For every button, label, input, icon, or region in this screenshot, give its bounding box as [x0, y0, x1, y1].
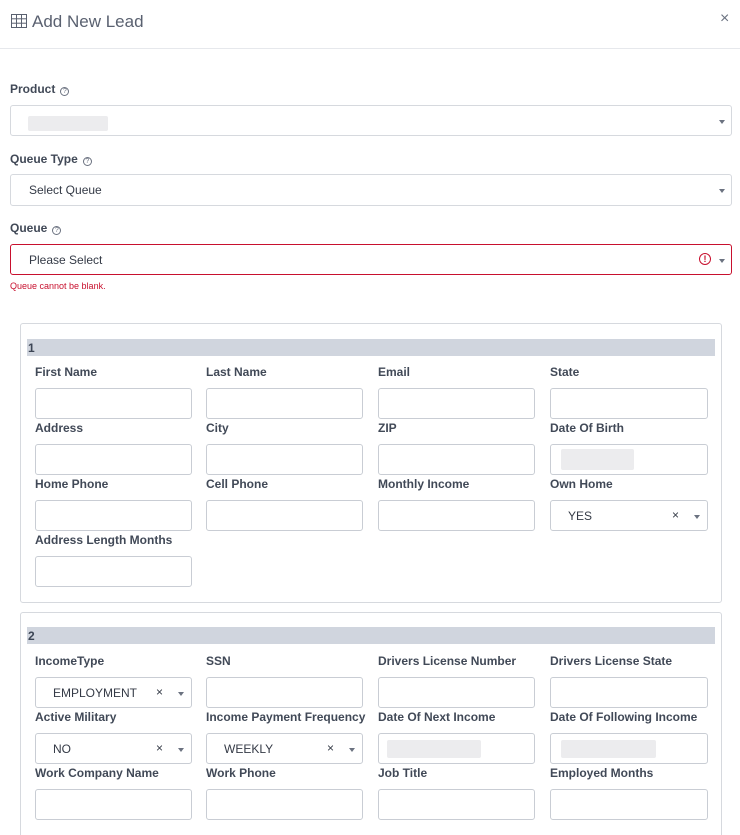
following-income-input[interactable] [550, 733, 708, 764]
queue-label [10, 221, 61, 235]
zip-label: ZIP [378, 421, 397, 435]
redacted-product-value [28, 116, 108, 131]
income-type-value: EMPLOYMENT [53, 686, 138, 700]
home-phone-input[interactable] [35, 500, 192, 531]
queue-type-label-text: Queue Type [10, 152, 78, 166]
first-name-label: First Name [35, 365, 98, 379]
address-length-input[interactable] [35, 556, 192, 587]
monthly-income-label: Monthly Income [378, 477, 470, 491]
redacted-next-income-value [387, 740, 481, 758]
income-type-select[interactable] [35, 677, 192, 708]
chevron-down-icon [719, 120, 725, 124]
ssn-input[interactable] [206, 677, 363, 708]
section-header [27, 627, 715, 644]
own-home-select[interactable] [550, 500, 708, 531]
own-home-value: YES [568, 509, 593, 523]
home-phone-label: Home Phone [35, 477, 109, 491]
email-input[interactable] [378, 388, 535, 419]
dl-state-label: Drivers License State [550, 654, 673, 668]
state-input[interactable] [550, 388, 708, 419]
dob-label: Date Of Birth [550, 421, 625, 435]
chevron-down-icon [719, 189, 725, 193]
city-label: City [206, 421, 229, 435]
queue-value: Please Select [29, 253, 103, 267]
chevron-down-icon [694, 515, 700, 519]
address-length-label: Address Length Months [35, 533, 173, 547]
chevron-down-icon [719, 259, 725, 263]
dl-number-label: Drivers License Number [378, 654, 517, 668]
pay-frequency-select[interactable] [206, 733, 363, 764]
redacted-dob-value [561, 449, 634, 470]
work-phone-label: Work Phone [206, 766, 276, 780]
cell-phone-input[interactable] [206, 500, 363, 531]
product-select[interactable] [10, 105, 732, 136]
monthly-income-input[interactable] [378, 500, 535, 531]
section-number: 2 [28, 629, 35, 643]
next-income-label: Date Of Next Income [378, 710, 496, 724]
redacted-following-income-value [561, 740, 656, 758]
state-label: State [550, 365, 580, 379]
table-grid-icon [11, 14, 27, 28]
job-title-label: Job Title [378, 766, 428, 780]
city-input[interactable] [206, 444, 363, 475]
clear-icon[interactable]: × [327, 741, 335, 755]
last-name-input[interactable] [206, 388, 363, 419]
job-title-input[interactable] [378, 789, 535, 820]
pay-frequency-value: WEEKLY [224, 742, 274, 756]
queue-label-text: Queue [10, 221, 48, 235]
help-circle-icon[interactable]: ? [52, 226, 61, 235]
work-company-label: Work Company Name [35, 766, 159, 780]
queue-select[interactable] [10, 244, 732, 275]
dl-state-input[interactable] [550, 677, 708, 708]
dl-number-input[interactable] [378, 677, 535, 708]
address-label: Address [35, 421, 84, 435]
queue-error-message: Queue cannot be blank. [10, 281, 106, 291]
email-label: Email [378, 365, 411, 379]
clear-icon[interactable]: × [156, 741, 164, 755]
queue-type-label [10, 152, 92, 166]
section-header [27, 339, 715, 356]
active-military-select[interactable] [35, 733, 192, 764]
modal-header [0, 0, 740, 49]
product-label [10, 82, 69, 96]
help-circle-icon[interactable]: ? [83, 157, 92, 166]
chevron-down-icon [349, 748, 355, 752]
zip-input[interactable] [378, 444, 535, 475]
close-icon[interactable]: × [720, 10, 730, 27]
clear-icon[interactable]: × [156, 685, 164, 699]
cell-phone-label: Cell Phone [206, 477, 269, 491]
pay-frequency-label: Income Payment Frequency [206, 710, 366, 724]
employed-months-label: Employed Months [550, 766, 654, 780]
dob-input[interactable] [550, 444, 708, 475]
active-military-label: Active Military [35, 710, 117, 724]
chevron-down-icon [178, 748, 184, 752]
product-label-text: Product [10, 82, 56, 96]
address-input[interactable] [35, 444, 192, 475]
chevron-down-icon [178, 692, 184, 696]
last-name-label: Last Name [206, 365, 267, 379]
active-military-value: NO [53, 742, 71, 756]
first-name-input[interactable] [35, 388, 192, 419]
own-home-label: Own Home [550, 477, 613, 491]
help-circle-icon[interactable]: ? [60, 87, 69, 96]
queue-type-value: Select Queue [29, 183, 102, 197]
modal-title: Add New Lead [32, 12, 144, 31]
next-income-input[interactable] [378, 733, 535, 764]
following-income-label: Date Of Following Income [550, 710, 698, 724]
error-circle-icon: ! [699, 253, 711, 265]
income-type-label: IncomeType [35, 654, 105, 668]
work-company-input[interactable] [35, 789, 192, 820]
employed-months-input[interactable] [550, 789, 708, 820]
ssn-label: SSN [206, 654, 231, 668]
queue-type-select[interactable] [10, 174, 732, 206]
section-number: 1 [28, 341, 35, 355]
clear-icon[interactable]: × [672, 508, 680, 522]
work-phone-input[interactable] [206, 789, 363, 820]
